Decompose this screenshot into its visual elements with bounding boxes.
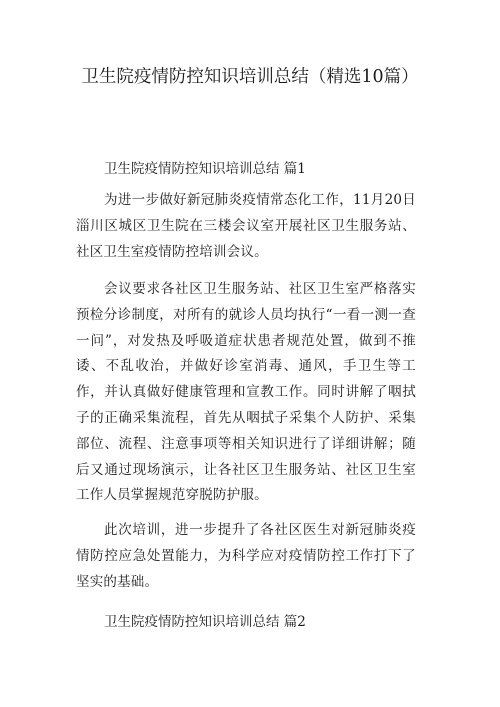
paragraph-1-2: 会议要求各社区卫生服务站、社区卫生室严格落实预检分诊制度，对所有的就诊人员均执行“一看一测一查一问”，对发热及呼吸道症状患者规范处置，做到不推诿、不乱收治，并做好诊室消毒、通风，手卫生等工作，并认真做好健康管理和宣教工作。同时讲解了咽拭子的正确采集流程，首先从咽拭子采集个人防护、采集部位、流程、注意事项等相关知识进行了详细讲解；随后又通过现场演示，让各社区卫生服务站、社区卫生室工作人员掌握规范穿脱防护服。: [76, 281, 416, 504]
section-heading-2: 卫生院疫情防控知识培训总结 篇2: [104, 614, 306, 630]
section-heading-1: 卫生院疫情防控知识培训总结 篇1: [104, 161, 306, 177]
paragraph-1-1: 为进一步做好新冠肺炎疫情常态化工作，11月20日淄川区城区卫生院在三楼会议室开展社区卫生服务站、社区卫生室疫情防控培训会议。: [76, 192, 416, 260]
paragraph-1-3: 此次培训，进一步提升了各社区医生对新冠肺炎疫情防控应急处置能力，为科学应对疫情防控工作打下了坚实的基础。: [76, 522, 416, 590]
document-title: 卫生院疫情防控知识培训总结（精选10篇）: [81, 67, 419, 87]
